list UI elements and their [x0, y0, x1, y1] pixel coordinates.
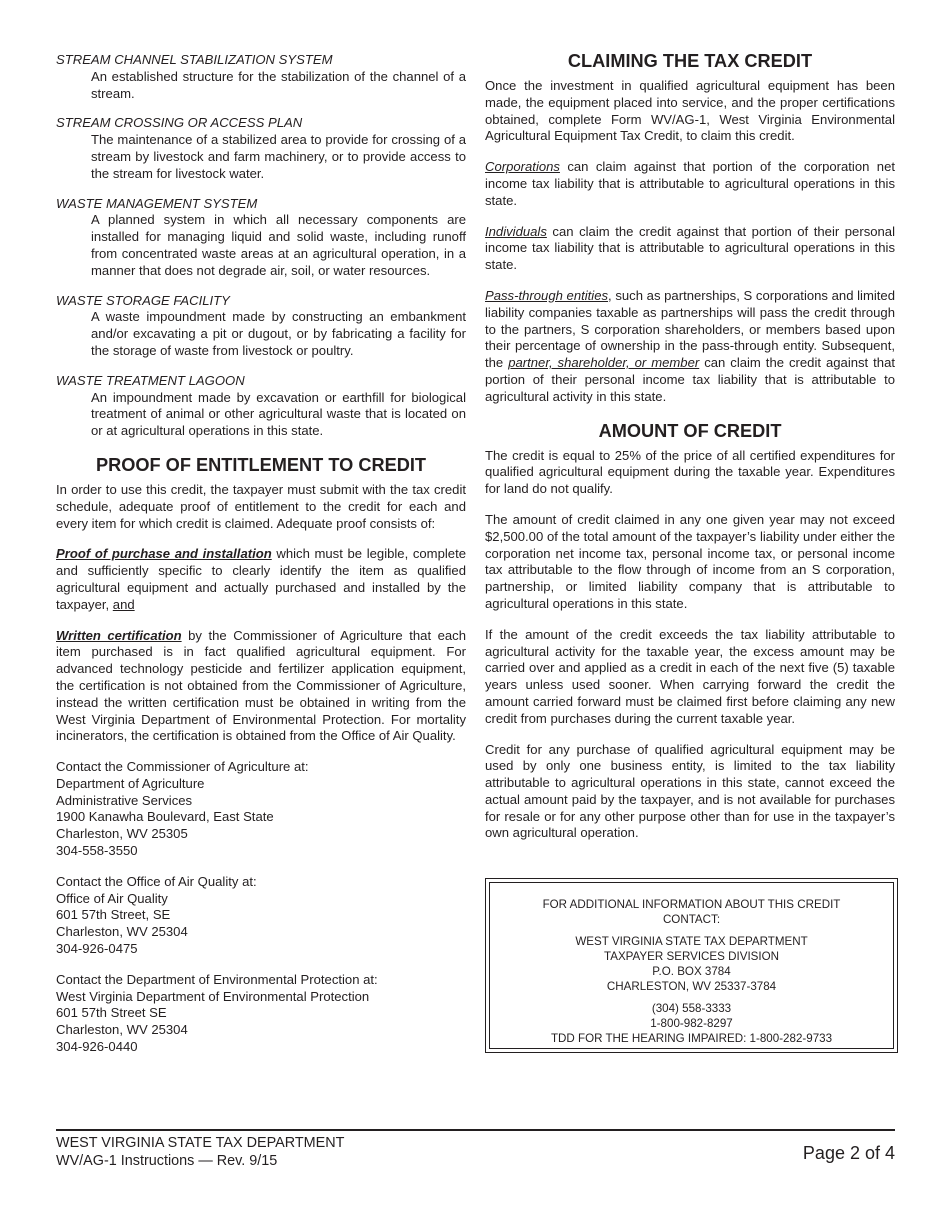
amount-paragraph: Credit for any purchase of qualified agricultural equipment may be used by only one business entity, is limited to the tax liability attributable to agricultural operations in this state, cannot exceed the actual amount paid by the taxpayer, and is not available for purchases for resale or for any other purpose other than for use in the taxpayer’s own agricultural operation. — [485, 741, 895, 841]
info-box-text — [490, 883, 893, 1046]
passthrough-text-2: can claim the credit against that portion of their personal income tax liability that is attributable to agricultural activity in this state. — [485, 355, 896, 404]
contact-line: 601 57th Street SE — [56, 1005, 167, 1021]
contact-line: Administrative Services — [56, 792, 193, 808]
footer-divider — [56, 1129, 895, 1131]
definition-text: The maintenance of a stabilized area to provide for crossing of a stream by livestock and farm machinery, or to provide access to the stream for livestock water. — [91, 132, 466, 181]
contact-phone: 304-926-0440 — [56, 1039, 138, 1055]
info-box-inner — [489, 882, 894, 1049]
contact-line: 601 57th Street, SE — [56, 907, 171, 923]
proof-intro: In order to use this credit, the taxpayer must submit with the tax credit schedule, adequate proof of entitlement to the credit for each and every item for which credit is claimed. Adequate proof consists of: — [56, 481, 466, 531]
contact-agriculture — [56, 759, 466, 860]
passthrough-label-2: partner, shareholder, or member — [508, 355, 700, 371]
individuals-label: Individuals — [485, 223, 547, 239]
proof-purchase-label: Proof of purchase and installation — [56, 546, 272, 562]
contact-line: Office of Air Quality — [56, 890, 168, 906]
contact-line: Charleston, WV 25304 — [56, 1022, 188, 1038]
contact-line: Department of Agriculture — [56, 775, 205, 791]
info-line: P.O. BOX 3784 — [652, 965, 731, 978]
amount-paragraph: If the amount of the credit exceeds the tax liability attributable to agricultural activity for the taxable year, the excess amount may be carried over and applied as a credit in each of the next five (5) taxable years unless used sooner. When carrying forward the credit the amount carried forward must be claimed first before claiming any new credit from purchases during the current taxable year. — [485, 626, 895, 726]
contact-line: Contact the Commissioner of Agriculture at: — [56, 759, 309, 775]
contact-phone: 304-926-0475 — [56, 941, 138, 957]
amount-paragraph: The amount of credit claimed in any one given year may not exceed $2,500.00 of the total amount of the taxpayer’s liability under either the corporation net income tax, personal income tax, or personal income tax attributable to the flow through of income from an S corporation, partnership, or limited liability company that is attributable to agricultural operations in this state. — [485, 511, 895, 611]
footer-form: WV/AG-1 Instructions — Rev. 9/15 — [56, 1153, 278, 1169]
contact-environmental-protection — [56, 972, 466, 1056]
written-certification-label: Written certification — [56, 627, 182, 643]
definition-term: WASTE TREATMENT LAGOON — [56, 372, 245, 388]
written-certification-paragraph — [56, 628, 466, 746]
contact-line: Charleston, WV 25304 — [56, 924, 188, 940]
definition-text: An impoundment made by excavation or earthfill for biological treatment of animal or other agricultural waste that is located on or at agricultural operations in this state. — [91, 389, 466, 439]
info-line: CONTACT: — [662, 913, 721, 926]
info-line: WEST VIRGINIA STATE TAX DEPARTMENT — [575, 935, 808, 948]
contact-air-quality — [56, 874, 466, 958]
definition-term: WASTE MANAGEMENT SYSTEM — [56, 195, 258, 211]
contact-line: Contact the Office of Air Quality at: — [56, 873, 257, 889]
proof-purchase-paragraph — [56, 546, 466, 613]
amount-heading: AMOUNT OF CREDIT — [598, 420, 782, 441]
passthrough-paragraph — [485, 288, 895, 406]
corporations-label: Corporations — [485, 159, 560, 175]
written-certification-text: by the Commissioner of Agriculture that each item purchased is in fact qualified agricultural equipment. For advanced technology pesticide and fertilizer application equipment, the certification is not obtained from the Commissioner of Agriculture, instead the written certification must be obtained in writing from the West Virginia Department of Environmental Protection. For mortality incinerators, the certification is obtained from the Office of Air Quality. — [56, 627, 466, 744]
info-line: TAXPAYER SERVICES DIVISION — [603, 950, 780, 963]
claiming-heading: CLAIMING THE TAX CREDIT — [567, 51, 813, 71]
info-line: CHARLESTON, WV 25337-3784 — [606, 980, 777, 993]
individuals-text: can claim the credit against that portion of their personal income tax liability that is attributable to agricultural operations in this state. — [485, 223, 895, 273]
definition-text: An established structure for the stabilization of the channel of a stream. — [91, 68, 466, 101]
contact-line: 1900 Kanawha Boulevard, East State — [56, 809, 274, 825]
contact-line: Contact the Department of Environmental Protection at: — [56, 971, 378, 987]
corporations-text: can claim against that portion of the corporation net income tax liability that is attributable to agricultural operations in this state. — [485, 159, 895, 208]
amount-paragraph: The credit is equal to 25% of the price of all certified expenditures for qualified agricultural equipment during the taxable year. Expenditures for land do not qualify. — [485, 447, 895, 497]
contact-phone: 304-558-3550 — [56, 843, 138, 859]
individuals-paragraph — [485, 224, 895, 274]
right-column — [485, 50, 895, 842]
footer-left — [56, 1134, 344, 1170]
corporations-paragraph — [485, 159, 895, 209]
definition-text: A waste impoundment made by constructing an embankment and/or excavating a pit or dugout, or by fabricating a facility for the storage of waste from livestock or poultry. — [91, 309, 466, 358]
info-box — [485, 878, 898, 1053]
proof-heading: PROOF OF ENTITLEMENT TO CREDIT — [95, 454, 427, 475]
proof-purchase-text: which must be legible, complete and sufficiently specific to clearly identify the item as qualified agricultural equipment and actually purchased and installed by the taxpayer, — [56, 546, 466, 612]
footer-page-number: Page 2 of 4 — [802, 1143, 895, 1163]
definition-term: STREAM CROSSING OR ACCESS PLAN — [56, 115, 303, 131]
footer-department: WEST VIRGINIA STATE TAX DEPARTMENT — [56, 1135, 345, 1151]
proof-purchase-and: and — [112, 596, 135, 612]
definition-term: STREAM CHANNEL STABILIZATION SYSTEM — [56, 52, 333, 67]
info-phone: (304) 558-3333 — [651, 1002, 732, 1015]
passthrough-label: Pass-through entities — [485, 287, 609, 303]
passthrough-text: , such as partnerships, S corporations and limited liability companies taxable as partnerships will pass the credit through to the partners, S corporation shareholders, or members based upon their percentage of ownership in the pass-through entity. Subsequent, the — [485, 287, 895, 371]
claiming-intro: Once the investment in qualified agricultural equipment has been made, the equipment placed into service, and the proper certifications obtained, complete Form WV/AG-1, West Virginia Environmental Agricultural Equipment Tax Credit, to claim this credit. — [485, 78, 895, 144]
definition-term: WASTE STORAGE FACILITY — [56, 292, 230, 308]
info-line: FOR ADDITIONAL INFORMATION ABOUT THIS CREDIT — [542, 898, 841, 911]
info-phone: 1-800-982-8297 — [650, 1017, 733, 1030]
contact-line: Charleston, WV 25305 — [56, 826, 188, 842]
definition-text: A planned system in which all necessary components are installed for managing liquid and solid waste, including runoff from concentrated waste areas at an agricultural operation, in a manner that does not degrade air, soil, or water resources. — [91, 212, 466, 278]
left-column — [56, 50, 466, 1056]
info-tdd: TDD FOR THE HEARING IMPAIRED: 1-800-282-9733 — [550, 1032, 833, 1045]
contact-line: West Virginia Department of Environmental Protection — [56, 988, 370, 1004]
